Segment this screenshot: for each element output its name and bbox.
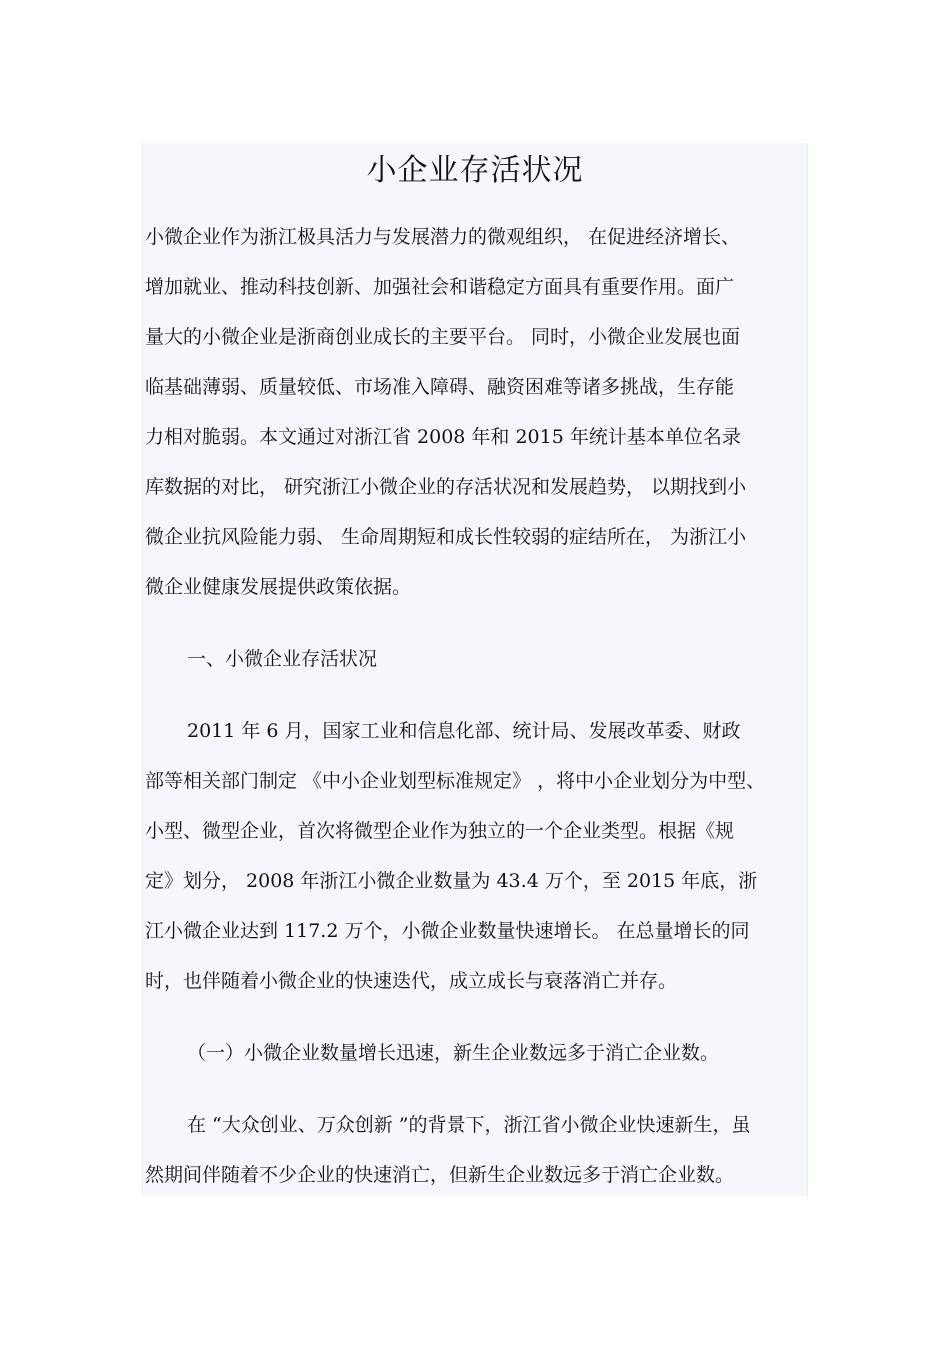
document-page xyxy=(142,143,808,1196)
intro-line-7: 微企业抗风险能力弱、 生命周期短和成长性较弱的症结所在， 为浙江小 xyxy=(145,526,747,548)
intro-line-4: 临基础薄弱、质量较低、市场准入障碍、融资困难等诸多挑战，生存能 xyxy=(145,376,735,398)
para2-line-2: 部等相关部门制定 《中小企业划型标准规定》 ，将中小企业划分为中型、 xyxy=(145,770,766,792)
para2-line-4: 定》划分， 2008 年浙江小微企业数量为 43.4 万个，至 2015 年底，浙 xyxy=(145,870,758,892)
para2-line-1: 2011 年 6 月，国家工业和信息化部、统计局、发展改革委、财政 xyxy=(187,720,741,742)
para3-line-2: 然期间伴随着不少企业的快速消亡，但新生企业数远多于消亡企业数。 xyxy=(145,1164,735,1186)
para2-line-6: 时，也伴随着小微企业的快速迭代，成立成长与衰落消亡并存。 xyxy=(145,970,678,992)
intro-line-8: 微企业健康发展提供政策依据。 xyxy=(145,576,412,598)
section-heading: 一、小微企业存活状况 xyxy=(187,648,378,670)
intro-line-3: 量大的小微企业是浙商创业成长的主要平台。 同时，小微企业发展也面 xyxy=(145,326,741,348)
para2-line-5: 江小微企业达到 117.2 万个，小微企业数量快速增长。 在总量增长的同 xyxy=(145,920,750,942)
intro-line-6: 库数据的对比， 研究浙江小微企业的存活状况和发展趋势， 以期找到小 xyxy=(145,476,747,498)
intro-line-5: 力相对脆弱。本文通过对浙江省 2008 年和 2015 年统计基本单位名录 xyxy=(145,426,741,448)
subheading: （一）小微企业数量增长迅速，新生企业数远多于消亡企业数。 xyxy=(187,1042,720,1064)
intro-line-1: 小微企业作为浙江极具活力与发展潜力的微观组织， 在促进经济增长、 xyxy=(145,226,741,248)
para3-line-1: 在 “大众创业、万众创新 ”的背景下，浙江省小微企业快速新生，虽 xyxy=(187,1114,751,1136)
document-title: 小企业存活状况 xyxy=(366,153,584,188)
intro-line-2: 增加就业、推动科技创新、加强社会和谐稳定方面具有重要作用。面广 xyxy=(145,276,735,298)
para2-line-3: 小型、微型企业，首次将微型企业作为独立的一个企业类型。根据《规 xyxy=(145,820,735,842)
